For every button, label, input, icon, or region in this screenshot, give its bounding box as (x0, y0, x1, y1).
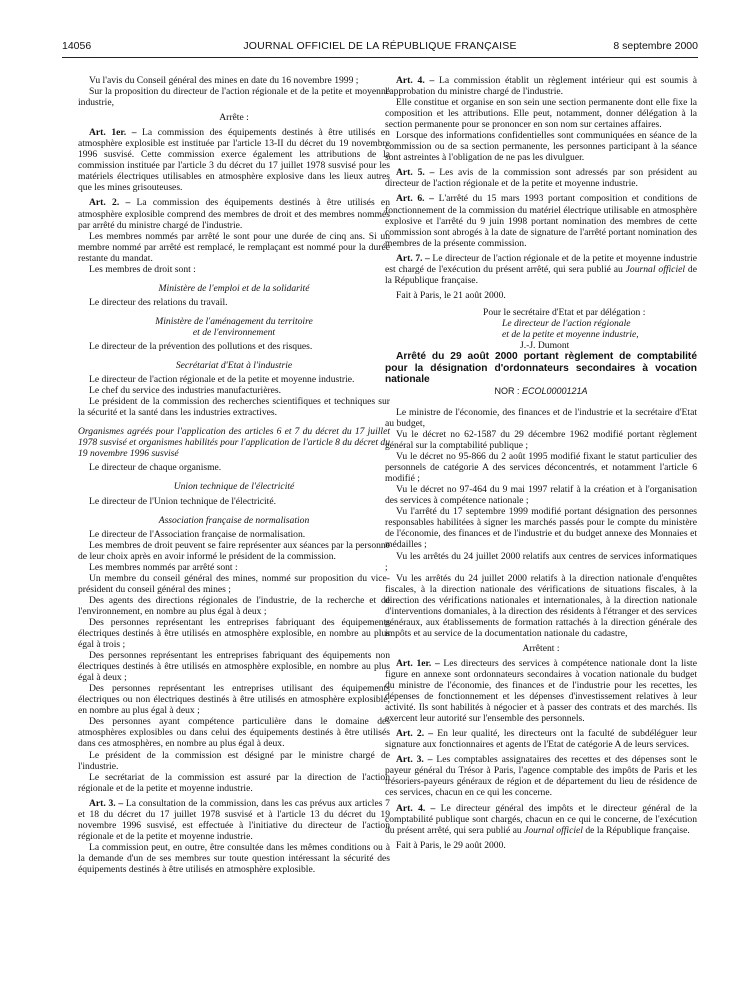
member-entry: Le directeur de la prévention des pollutions et des risques. (89, 340, 313, 352)
decree-title: Arrêté du 29 août 2000 portant règlement de comptabilité pour la désignation d'ordonnateurs secondaires à vocation nationale (385, 351, 697, 386)
article-text: La commission des équipements destinés à être utilisés en atmosphère explosible comprend des membres de droit et des membres nommés par arrêté du ministre chargé de l'industrie. (78, 197, 390, 231)
nor-code: ECOL0000121A (521, 385, 588, 396)
paragraph: Lorsque des informations confidentielles sont communiquées en séance de la commission ou de sa section permanente, les personnes participant à la séance sont astreintes à l'obligation de ne pas les divulguer. (385, 130, 697, 164)
article-label: Art. 6. – (396, 193, 434, 205)
signature-line: Le directeur de l'action régionale (502, 317, 631, 329)
section-heading: Union technique de l'électricité (173, 481, 295, 493)
decree-article-4 (385, 803, 697, 836)
member-entry: Un membre du conseil général des mines, nommé sur proposition du vice-président du conseil général des mines ; (78, 572, 390, 595)
article-2 (78, 197, 390, 230)
journal-officiel: Journal officiel (524, 824, 583, 836)
page-number: 14056 (62, 40, 92, 52)
paragraph: Les membres nommés par arrêté sont : (89, 561, 238, 573)
signature-line: et de la petite et moyenne industrie, (502, 328, 639, 340)
article-text: La consultation de la commission, dans les cas prévus aux articles 7 et 18 du décret du 17 juillet 1978 susvisé et à l'article 13 du décret du 19 novembre 1996 susvisé, est effectuée à l'initiative du directeur de l'action régionale et de la petite et moyenne industrie. (78, 797, 390, 842)
visa: Vu le décret no 62-1587 du 29 décembre 1962 modifié portant règlement général sur la comptabilité publique ; (385, 429, 697, 452)
article-label: Art. 4. – (396, 802, 436, 814)
section-heading: Ministère de l'aménagement du territoire (155, 315, 313, 327)
section-heading: Secrétariat d'Etat à l'industrie (175, 360, 293, 372)
article-label: Art. 3. – (396, 754, 433, 766)
article-label: Art. 4. – (396, 75, 435, 86)
paragraph: Les membres nommés par arrêté le sont pour une durée de cinq ans. Si un membre nommé par arrêté est remplacé, le remplaçant est nommé pour la durée restante du mandat. (78, 230, 390, 264)
member-entry: Le chef du service des industries manufacturières. (89, 385, 282, 397)
article-label: Art. 7. – (396, 252, 430, 264)
done-at: Fait à Paris, le 21 août 2000. (396, 289, 506, 301)
paragraph: Le président de la commission est désigné par le ministre chargé de l'industrie. (78, 749, 390, 772)
paragraph: Les membres de droit sont : (89, 263, 196, 275)
article-label: Art. 2. – (396, 728, 434, 740)
member-entry: Le directeur de l'Association française de normalisation. (89, 528, 306, 540)
article-5 (385, 167, 697, 189)
visa: Vu le décret no 97-464 du 9 mai 1997 relatif à la création et à l'organisation des services à compétence nationale ; (385, 484, 697, 507)
article-text: Les directeurs des services à compétence nationale dont la liste figure en annexe sont ordonnateurs secondaires à vocation nationale du budget du ministre de l'économie, des finances et de l'industrie pour les recettes, les dépenses de fonctionnement et les dépenses d'investissement relatives à leur activité. Ils sont habilités à négocier et à passer des contrats et des marchés. Ils exercent leur autorité sur l'ensemble des personnels. (385, 657, 697, 725)
member-entry: Le directeur des relations du travail. (89, 296, 228, 308)
journal-title: JOURNAL OFFICIEL DE LA RÉPUBLIQUE FRANÇAISE (243, 40, 517, 52)
member-entry: Des personnes représentant les entreprises utilisant des équipements électriques ou non électriques destinés à être utilisés en atmosphère explosible, en nombre au plus égal à deux ; (78, 683, 390, 717)
section-heading: Ministère de l'emploi et de la solidarité (158, 282, 310, 294)
section-heading: Organismes agréés pour l'application des articles 6 et 7 du décret du 17 juillet 1978 susvisé et organismes habilités pour l'application de l'article 8 du décret du 19 novembre 1996 susvisé (78, 426, 390, 460)
article-text: L'arrêté du 15 mars 1993 portant composition et conditions de fonctionnement de la commission du matériel électrique utilisable en atmosphère explosive et l'arrêté du 9 juin 1998 portant nomination des membres de cette commission sont abrogés à la date de signature de l'arrêté portant nomination des membres de la présente commission. (385, 193, 697, 249)
decree-article-2 (385, 728, 697, 750)
sur-proposition: Sur la proposition du directeur de l'action régionale et de la petite et moyenne industrie, (78, 86, 390, 109)
article-label: Art. 1er. – (396, 657, 440, 669)
article-text: Les comptables assignataires des recettes et des dépenses sont le payeur général du Trésor à Paris, l'agence comptable des impôts de Paris et les trésoriers-payeurs généraux de région et de département du lieu de résidence de ces services, chacun en ce qui les concerne. (385, 754, 697, 799)
arretent-heading: Arrêtent : (522, 642, 560, 654)
nor-reference (385, 386, 697, 397)
right-column (385, 75, 697, 851)
visa: Vu l'arrêté du 17 septembre 1999 modifié portant désignation des personnes responsables habilitées à signer les marchés passés pour le compte du ministère de l'économie, des finances et de l'industrie et du budget annexe des Monnaies et médailles ; (385, 506, 697, 551)
article-label: Art. 1er. – (89, 127, 137, 139)
paragraph: Elle constitue et organise en son sein une section permanente dont elle fixe la composition et les attributions. Elle peut, notamment, donner délégation à la section permanente pour se prononcer en son nom sur certaines affaires. (385, 97, 697, 131)
member-entry: Le directeur de l'action régionale et de la petite et moyenne industrie. (89, 374, 355, 386)
article-6 (385, 193, 697, 248)
article-1 (78, 127, 390, 193)
signatory-name: J.-J. Dumont (520, 340, 570, 352)
member-entry: Des personnes représentant les entreprises fabriquant des équipements non électriques destinés à être utilisés en atmosphère explosible, en nombre au plus égal à deux ; (78, 650, 390, 684)
issue-date: 8 septembre 2000 (613, 40, 698, 52)
article-4 (385, 75, 697, 97)
vu-conseil: Vu l'avis du Conseil général des mines en date du 16 novembre 1999 ; (89, 75, 359, 86)
member-entry: Des personnes ayant compétence particulière dans le domaine des atmosphères explosibles ou dans celui des équipements destinés à être utilisés dans ces atmosphères, en nombre au plus égal à deux. (78, 716, 390, 750)
visa: Vu les arrêtés du 24 juillet 2000 relatifs aux centres de services informatiques ; (385, 550, 697, 573)
paragraph: Le ministre de l'économie, des finances et de l'industrie et la secrétaire d'Etat au budget, (385, 406, 697, 429)
journal-officiel: Journal officiel (625, 263, 686, 275)
article-text: de la République française. (385, 263, 697, 286)
member-entry: Des personnes représentant les entreprises fabriquant des équipements électriques destinés à être utilisés en atmosphère explosible, en nombre au plus égal à trois ; (78, 616, 390, 651)
done-at: Fait à Paris, le 29 août 2000. (396, 839, 506, 851)
article-text: En leur qualité, les directeurs ont la faculté de subdéléguer leur signature aux fonctionnaires et agents de l'Etat de catégorie A de leurs services. (385, 728, 697, 751)
header-rule (62, 57, 698, 58)
member-entry: Le président de la commission des recherches scientifiques et techniques sur la sécurité et la santé dans les industries extractives. (78, 396, 390, 419)
visa: Vu le décret no 95-866 du 2 août 1995 modifié fixant le statut particulier des personnels de catégorie A des services déconcentrés, et notamment l'article 6 modifié ; (385, 451, 697, 485)
signature-line: Pour le secrétaire d'Etat et par délégation : (483, 306, 646, 318)
paragraph: Le secrétariat de la commission est assuré par la direction de l'action régionale et de la petite et moyenne industrie. (78, 771, 390, 794)
article-label: Art. 5. – (396, 167, 435, 179)
paragraph: Les membres de droit peuvent se faire représenter aux séances par la personne de leur choix après en avoir informé le président de la commission. (78, 539, 390, 562)
nor-label: NOR : (494, 385, 520, 396)
section-heading: Association française de normalisation (158, 514, 310, 526)
article-label: Art. 3. – (89, 797, 124, 809)
decree-article-1 (385, 658, 697, 724)
member-entry: Le directeur de l'Union technique de l'électricité. (89, 495, 276, 507)
decree-article-3 (385, 754, 697, 798)
article-label: Art. 2. – (89, 197, 131, 209)
article-text: La commission des équipements destinés à être utilisés en atmosphère explosible est instituée par l'article 13-II du décret du 19 novembre 1996 susvisé. Cette commission exerce également les attributions de la commission instituée par l'article 3 du décret du 17 juillet 1978 susvisé pour les matériels électriques utilisables en atmosphère explosive dans les lieux autres que les mines grisouteuses. (78, 127, 390, 194)
paragraph: La commission peut, en outre, être consultée dans les mêmes conditions ou à la demande d'un de ses membres sur toute question intéressant la sécurité des équipements destinés à être utilisés en atmosphère explosible. (78, 841, 390, 875)
page-header (62, 40, 698, 56)
left-column (78, 75, 390, 875)
arrete-heading: Arrête : (219, 112, 249, 124)
section-heading: et de l'environnement (192, 326, 276, 338)
member-entry: Le directeur de chaque organisme. (89, 462, 222, 474)
article-text: La commission établit un règlement intérieur qui est soumis à l'approbation du ministre chargé de l'industrie. (385, 75, 697, 98)
member-entry: Des agents des directions régionales de l'industrie, de la recherche et de l'environnement, en nombre au plus égal à deux ; (78, 594, 390, 617)
article-7 (385, 253, 697, 286)
visa: Vu les arrêtés du 24 juillet 2000 relatifs à la direction nationale d'enquêtes fiscales, à la direction nationale des vérifications de situations fiscales, à la direction des vérifications nationales et internationales, à la direction nationale d'interventions domaniales, à la direction des résidents à l'étranger et des services généraux, aux établissements de formation rattachés à la direction générale des impôts et au service de la documentation nationale du cadastre, (385, 572, 697, 639)
article-text: Les avis de la commission sont adressés par son président au directeur de l'action régionale et de la petite et moyenne industrie. (385, 167, 697, 190)
article-text: de la République française. (585, 824, 690, 836)
article-text: Le directeur de l'action régionale et de la petite et moyenne industrie est chargé de l'exécution du présent arrêté, qui sera publié au (385, 252, 697, 275)
article-text: Le directeur général des impôts et le directeur général de la comptabilité publique sont chargés, chacun en ce qui le concerne, de l'exécution du présent arrêté, qui sera publié au (385, 802, 697, 836)
article-3 (78, 798, 390, 842)
